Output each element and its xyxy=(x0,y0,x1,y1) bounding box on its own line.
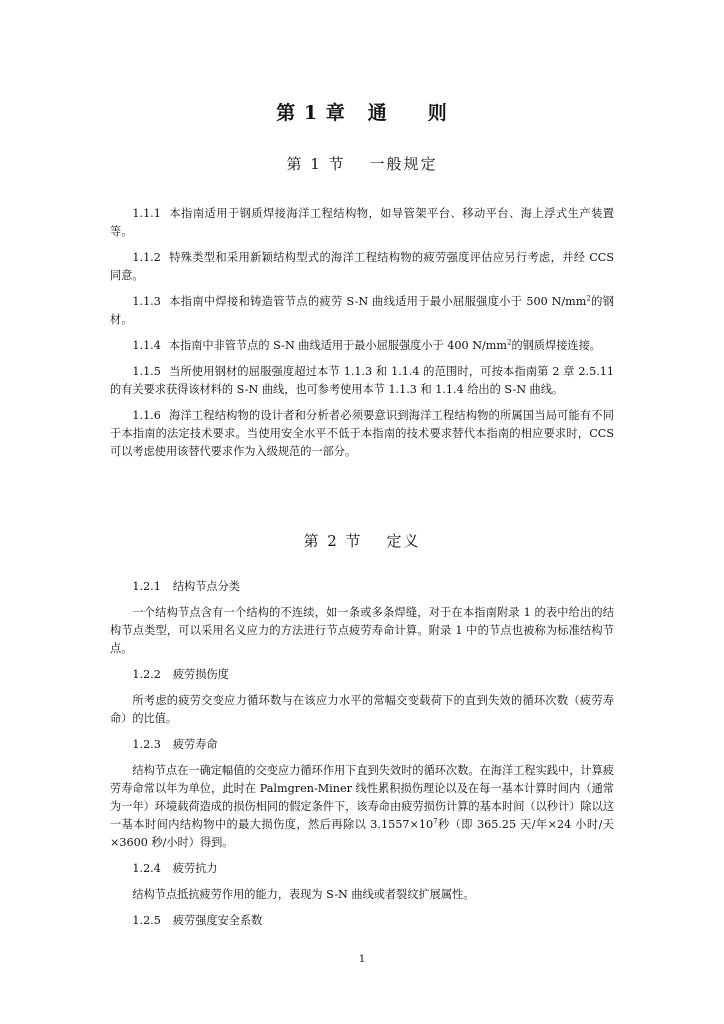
definition-heading-1-2-3 xyxy=(110,736,614,754)
definition-text: 结构节点在一确定幅值的交变应力循环作用下直到失效时的循环次数。在海洋工程实践中，计算疲劳寿命常以年为单位，此时在 Palmgren-Miner 线性累积损伤理论以及在每一基本计算时间内（通常为一年）环境载荷造成的损伤相同的假定条件下，该寿命由疲劳损伤计算的基本时间（以秒计）除以这一基本时间内结构物中的最大损伤度，然后再除以 3.1557×10 xyxy=(110,764,614,831)
definition-text-1-2-3 xyxy=(110,762,614,852)
section-2-body xyxy=(110,578,614,938)
clause-text-end: 的钢材。 xyxy=(110,295,614,326)
clause-number: 1.1.5 xyxy=(132,365,161,378)
clause-number: 1.1.2 xyxy=(132,251,161,264)
definition-heading-1-2-5 xyxy=(110,912,614,930)
clause-text: 本指南中非管节点的 S-N 曲线适用于最小屈服强度小于 400 N/mm xyxy=(168,339,507,352)
clause-number: 1.2.2 xyxy=(132,668,161,681)
definition-heading-1-2-2 xyxy=(110,666,614,684)
definition-heading-1-2-1 xyxy=(110,578,614,596)
clause-text-end: 的钢质焊接连接。 xyxy=(511,339,601,352)
paragraph-1-1-1 xyxy=(110,205,614,241)
clause-number: 1.2.1 xyxy=(132,580,161,593)
paragraph-1-1-4 xyxy=(110,337,614,355)
page-number: 1 xyxy=(358,954,366,965)
clause-text: 特殊类型和采用新颖结构型式的海洋工程结构物的疲劳强度评估应另行考虑，并经 CCS 同意。 xyxy=(110,251,614,282)
paragraph-1-1-2 xyxy=(110,249,614,285)
definition-term: 疲劳强度安全系数 xyxy=(172,914,263,927)
clause-number: 1.2.3 xyxy=(132,738,161,751)
definition-term: 疲劳寿命 xyxy=(172,738,218,751)
paragraph-1-1-6 xyxy=(110,407,614,461)
definition-term: 疲劳损伤度 xyxy=(172,668,229,681)
chapter-heading: 通 则 xyxy=(367,102,448,124)
section-1-heading: 一般规定 xyxy=(369,155,438,173)
clause-number: 1.1.1 xyxy=(132,207,161,220)
paragraph-1-1-5 xyxy=(110,363,614,399)
clause-text: 本指南中焊接和铸造管节点的疲劳 S-N 曲线适用于最小屈服强度小于 500 N/mm xyxy=(168,295,587,308)
clause-text: 当所使用钢材的屈服强度超过本节 1.1.3 和 1.1.4 的范围时，可按本指南第 2 章 2.5.11 的有关要求获得该材料的 S-N 曲线，也可参考使用本节 1.1.3 和 1.1.4 给出的 S-N 曲线。 xyxy=(110,365,614,396)
clause-number: 1.1.6 xyxy=(132,409,161,422)
section-2-label: 第 2 节 xyxy=(303,532,363,550)
superscript: 2 xyxy=(506,338,512,347)
definition-text-1-2-1: 一个结构节点含有一个结构的不连续，如一条或多条焊缝，对于在本指南附录 1 的表中给出的结构节点类型，可以采用名义应力的方法进行节点疲劳寿命计算。附录 1 中的节点也被称为标准结构节点。 xyxy=(110,606,614,655)
definition-term: 疲劳抗力 xyxy=(172,862,218,875)
section-1-body xyxy=(110,205,614,469)
definition-text-1-2-2: 所考虑的疲劳交变应力循环数与在该应力水平的常幅交变载荷下的直到失效的循环次数（疲劳寿命）的比值。 xyxy=(110,694,614,725)
paragraph-1-1-3 xyxy=(110,293,614,329)
superscript: 7 xyxy=(433,817,438,826)
clause-number: 1.1.3 xyxy=(132,295,161,308)
definition-text-end: 秒（即 365.25 天/年×24 小时/天×3600 秒/小时）得到。 xyxy=(110,818,614,849)
section-2-title xyxy=(0,530,724,551)
clause-number: 1.2.4 xyxy=(132,862,161,875)
clause-number: 1.2.5 xyxy=(132,914,161,927)
chapter-label: 第 1 章 xyxy=(276,102,346,124)
section-2-heading: 定义 xyxy=(386,532,421,550)
superscript: 2 xyxy=(586,294,591,303)
definition-text-1-2-4: 结构节点抵抗疲劳作用的能力，表现为 S-N 曲线或者裂纹扩展属性。 xyxy=(132,888,475,901)
chapter-title xyxy=(0,98,724,125)
definition-term: 结构节点分类 xyxy=(172,580,240,593)
clause-number: 1.1.4 xyxy=(132,339,161,352)
clause-text: 本指南适用于钢质焊接海洋工程结构物，如导管架平台、移动平台、海上浮式生产装置等。 xyxy=(110,207,614,238)
section-1-label: 第 1 节 xyxy=(286,155,346,173)
section-1-title xyxy=(0,153,724,174)
clause-text: 海洋工程结构物的设计者和分析者必须要意识到海洋工程结构物的所属国当局可能有不同于本指南的法定技术要求。当使用安全水平不低于本指南的技术要求替代本指南的相应要求时，CCS 可以考虑使用该替代要求作为入级规范的一部分。 xyxy=(110,409,614,458)
definition-heading-1-2-4 xyxy=(110,860,614,878)
